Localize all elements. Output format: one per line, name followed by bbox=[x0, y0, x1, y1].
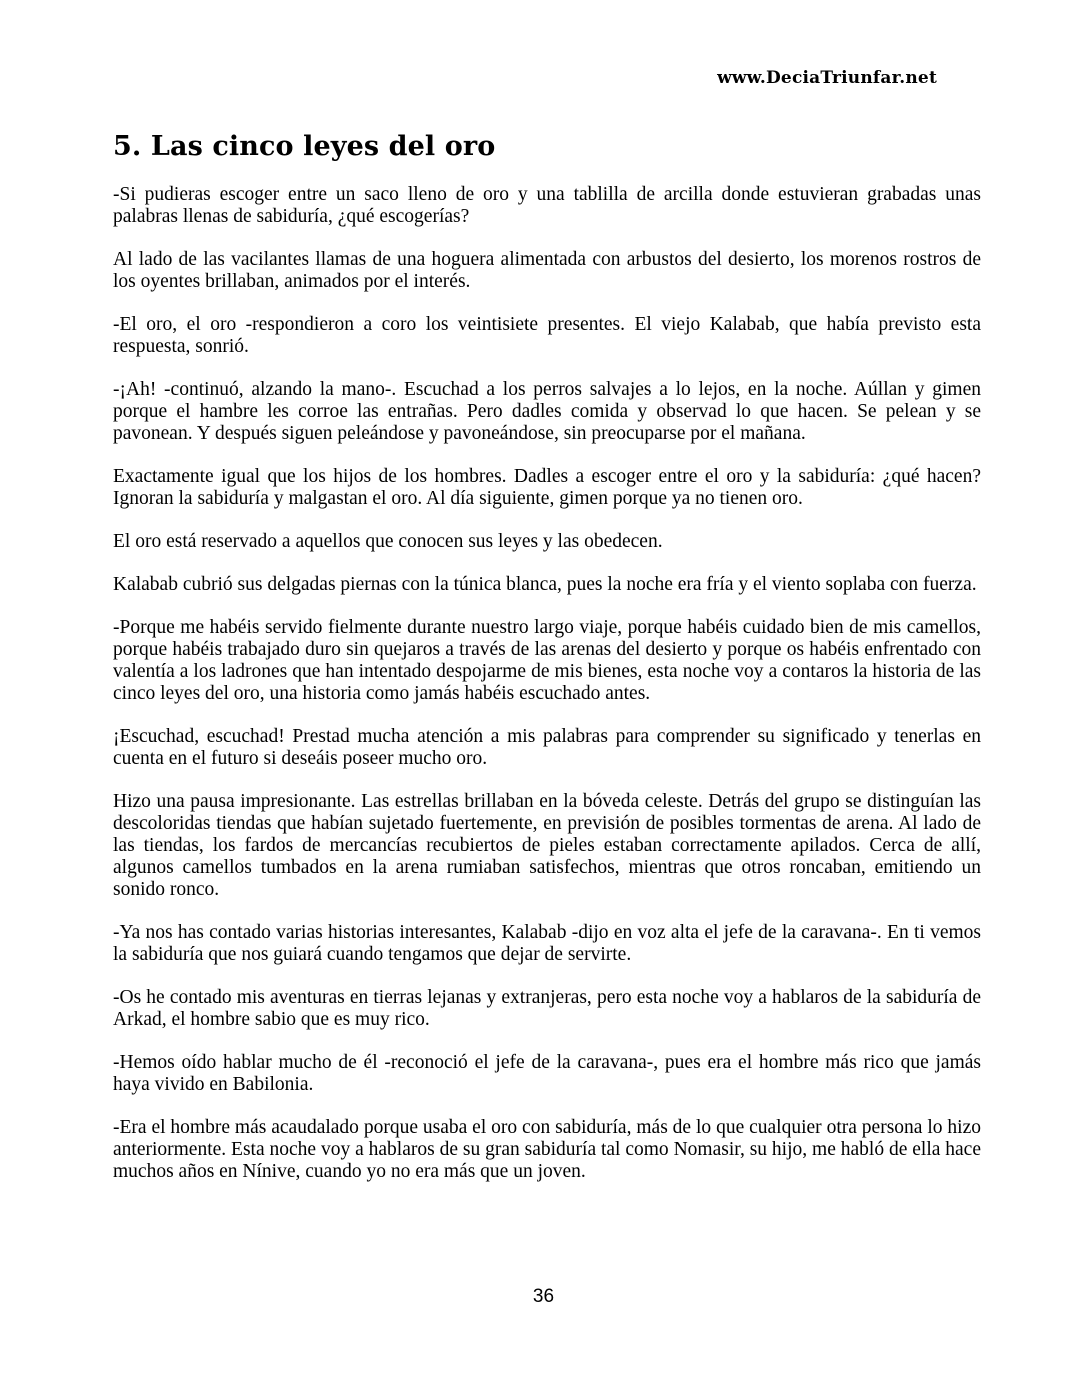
header-site-url: www.DeciaTriunfar.net bbox=[717, 68, 937, 88]
paragraph-14: -Era el hombre más acaudalado porque usaba el oro con sabiduría, más de lo que cualquier otra persona lo hizo anteriormente. Esta noche voy a hablaros de su gran sabiduría tal como Nomasir, su hijo, me habló de ella hace muchos años en Nínive, cuando yo no era más que un joven. bbox=[113, 1117, 981, 1182]
paragraph-8: -Porque me habéis servido fielmente durante nuestro largo viaje, porque habéis cuidado bien de mis camellos, porque habéis trabajado duro sin quejaros a través de las arenas del desierto y porque os habéis enfrentado con valentía a los ladrones que han intentado despojarme de mis bienes, esta noche voy a contaros la historia de las cinco leyes del oro, una historia como jamás habéis escuchado antes. bbox=[113, 617, 981, 704]
page-number: 36 bbox=[532, 1286, 555, 1307]
paragraph-9: ¡Escuchad, escuchad! Prestad mucha atención a mis palabras para comprender su significado y tenerlas en cuenta en el futuro si deseáis poseer mucho oro. bbox=[113, 726, 981, 769]
paragraph-10: Hizo una pausa impresionante. Las estrellas brillaban en la bóveda celeste. Detrás del grupo se distinguían las descoloridas tiendas que habían sujetado fuertemente, en previsión de posibles tormentas de arena. Al lado de las tiendas, los fardos de mercancías recubiertos de pieles estaban correctamente apilados. Cerca de allí, algunos camellos tumbados en la arena rumiaban satisfechos, mientras que otros roncaban, emitiendo un sonido ronco. bbox=[113, 791, 981, 900]
body-text bbox=[113, 184, 981, 1204]
chapter-title: 5. Las cinco leyes del oro bbox=[113, 131, 496, 162]
paragraph-4: -¡Ah! -continuó, alzando la mano-. Escuchad a los perros salvajes a lo lejos, en la noche. Aúllan y gimen porque el hambre les corroe las entrañas. Pero dadles comida y observad lo que hacen. Se pelean y se pavonean. Y después siguen peleándose y pavoneándose, sin preocuparse por el mañana. bbox=[113, 379, 981, 444]
paragraph-3: -El oro, el oro -respondieron a coro los veintisiete presentes. El viejo Kalabab, que había previsto esta respuesta, sonrió. bbox=[113, 314, 981, 357]
paragraph-13: -Hemos oído hablar mucho de él -reconoció el jefe de la caravana-, pues era el hombre más rico que jamás haya vivido en Babilonia. bbox=[113, 1052, 981, 1095]
paragraph-6: El oro está reservado a aquellos que conocen sus leyes y las obedecen. bbox=[113, 531, 663, 552]
paragraph-1: -Si pudieras escoger entre un saco lleno de oro y una tablilla de arcilla donde estuvieran grabadas unas palabras llenas de sabiduría, ¿qué escogerías? bbox=[113, 184, 981, 227]
paragraph-2: Al lado de las vacilantes llamas de una hoguera alimentada con arbustos del desierto, los morenos rostros de los oyentes brillaban, animados por el interés. bbox=[113, 249, 981, 292]
paragraph-11: -Ya nos has contado varias historias interesantes, Kalabab -dijo en voz alta el jefe de la caravana-. En ti vemos la sabiduría que nos guiará cuando tengamos que dejar de servirte. bbox=[113, 922, 981, 965]
paragraph-5: Exactamente igual que los hijos de los hombres. Dadles a escoger entre el oro y la sabiduría: ¿qué hacen? Ignoran la sabiduría y malgastan el oro. Al día siguiente, gimen porque ya no tienen oro. bbox=[113, 466, 981, 509]
paragraph-12: -Os he contado mis aventuras en tierras lejanas y extranjeras, pero esta noche voy a hablaros de la sabiduría de Arkad, el hombre sabio que es muy rico. bbox=[113, 987, 981, 1030]
paragraph-7: Kalabab cubrió sus delgadas piernas con la túnica blanca, pues la noche era fría y el viento soplaba con fuerza. bbox=[113, 574, 977, 595]
